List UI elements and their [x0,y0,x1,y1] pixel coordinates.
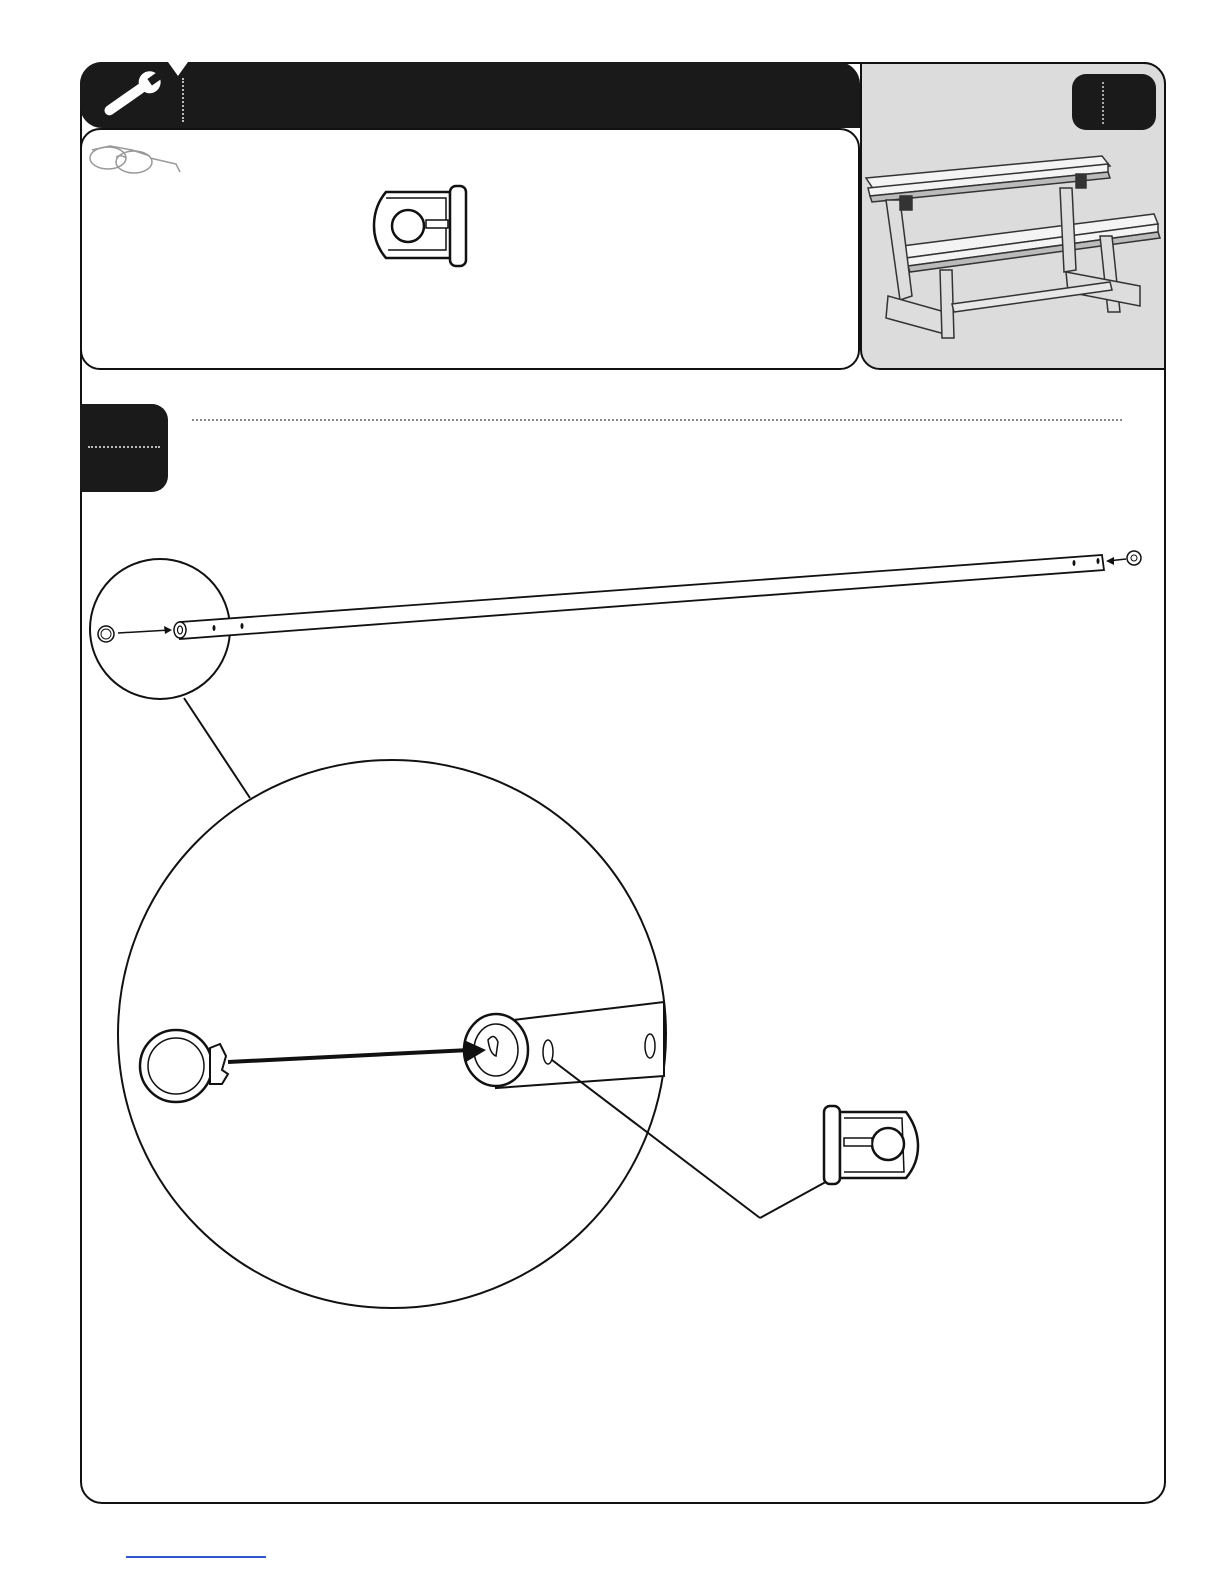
zoomed-tube [464,1002,664,1088]
bracket-leader-a [552,1060,760,1218]
insertion-arrow [228,1040,486,1062]
metal-tube-illustration [174,555,1104,639]
header-notch [168,62,188,76]
callout-connector [184,698,250,798]
bracket-clip-icon [374,186,466,266]
safety-glasses-icon [90,146,180,173]
end-cap-icon [98,626,172,642]
end-cap-icon-right [1106,551,1141,565]
zoomed-end-cap [140,1030,228,1102]
wrench-icon [99,65,167,122]
bracket-clip-lower [824,1106,918,1184]
bench-preview-illustration [866,156,1160,338]
